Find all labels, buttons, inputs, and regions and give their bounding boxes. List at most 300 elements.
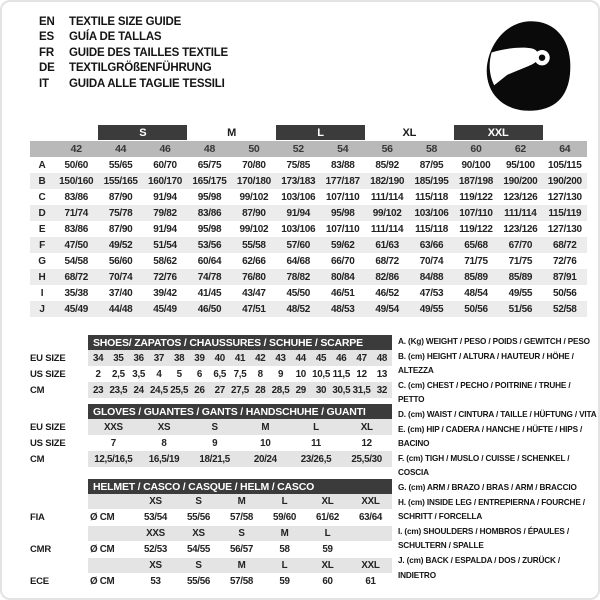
value-cell: 57/60 — [286, 239, 311, 251]
value-cell: 107/110 — [325, 223, 360, 235]
size-spacer-cell — [88, 494, 134, 509]
value-cell: 16,5/19 — [139, 451, 190, 467]
value-cell: 53/56 — [197, 239, 222, 251]
value-cell: 7 — [110, 437, 116, 449]
value-cell: 87/90 — [108, 223, 133, 235]
value-cell: 87/90 — [242, 207, 266, 219]
column-header: 58 — [425, 143, 438, 155]
value-cell: 11,5 — [332, 368, 350, 380]
value-cell: 6,5 — [213, 368, 227, 380]
value-cell: 42 — [250, 350, 270, 366]
value-cell: 52/53 — [143, 544, 168, 555]
value-cell: 95/98 — [197, 191, 222, 203]
value-cell: 59/62 — [330, 239, 355, 251]
value-cell: 62/66 — [242, 255, 266, 267]
value-cell: 84/88 — [419, 271, 444, 283]
legend-item: F. (cm) TIGH / MUSLO / CUISSE / SCHENKEL / COSCIA — [398, 453, 570, 478]
value-cell: 52/58 — [553, 303, 577, 315]
value-cell: 6 — [196, 368, 203, 380]
column-header: 52 — [292, 143, 304, 155]
value-cell: 79/82 — [153, 207, 177, 219]
value-cell: 177/187 — [325, 175, 360, 187]
row-label: US SIZE — [30, 437, 66, 449]
helmet-size-row — [30, 494, 392, 509]
value-cell: 103/106 — [414, 207, 449, 219]
value-cell: 27 — [210, 382, 230, 398]
language-row — [39, 30, 228, 45]
column-header-row — [30, 141, 587, 157]
language-code: IT — [39, 77, 49, 90]
value-cell: 48/54 — [464, 287, 488, 299]
size-spacer-cell — [88, 526, 134, 541]
column-header: 54 — [337, 143, 349, 155]
value-cell: 46/50 — [197, 303, 222, 315]
size-cell: M — [220, 558, 263, 573]
value-cell: 3,5 — [132, 368, 146, 380]
value-cell: 85/89 — [464, 271, 488, 283]
value-cell: 63/66 — [419, 239, 444, 251]
value-cell: 10 — [260, 437, 271, 449]
value-cell: 155/165 — [103, 175, 138, 187]
size-group-xl: XL — [402, 126, 417, 139]
value-cell: 107/110 — [325, 191, 360, 203]
helmet-table-title: HELMET / CASCO / CASQUE / HELM / CASCO — [88, 479, 392, 494]
value-cell: 65/75 — [197, 159, 222, 171]
value-cell: 34 — [88, 350, 108, 366]
gloves-table-body — [30, 419, 392, 467]
value-cell: 51/56 — [508, 303, 533, 315]
value-cell: 7,5 — [233, 368, 247, 380]
value-cell: 50/60 — [64, 159, 88, 171]
value-cell: 2 — [95, 368, 101, 380]
value-cell: 47/50 — [64, 239, 88, 251]
diameter-unit: Ø CM — [90, 512, 115, 523]
size-cell: S — [177, 558, 220, 573]
value-cell: 37 — [149, 350, 169, 366]
value-cell: 165/175 — [192, 175, 227, 187]
value-cell: 23/26,5 — [291, 451, 342, 467]
row-letter: H — [38, 271, 46, 283]
gloves-row — [30, 451, 392, 467]
value-cell: 39 — [189, 350, 209, 366]
value-cell: 64/68 — [286, 255, 311, 267]
value-cell: 20/24 — [240, 451, 291, 467]
value-cell: L — [291, 419, 342, 435]
value-cell: 44/48 — [108, 303, 133, 315]
table-row — [30, 285, 587, 301]
value-cell: 60 — [322, 576, 333, 587]
value-cell: 53 — [150, 576, 161, 587]
value-cell: 115/118 — [415, 223, 449, 235]
legend-item: E. (cm) HIP / CADERA / HANCHE / HÜFTE / HIPS / BACINO — [398, 424, 583, 449]
value-cell: 30,5 — [331, 382, 351, 398]
value-cell: 23,5 — [108, 382, 128, 398]
value-cell: 71/75 — [464, 255, 488, 267]
value-cell: 13 — [376, 368, 387, 380]
value-cell: 70/74 — [108, 271, 133, 283]
value-cell: 51/54 — [153, 239, 177, 251]
value-cell: 58/62 — [153, 255, 177, 267]
legend-item: D. (cm) WAIST / CINTURA / TAILLE / HÜFTUNG / VITA — [398, 409, 597, 419]
value-cell: 37/40 — [108, 287, 133, 299]
language-row — [39, 15, 228, 30]
value-cell: 111/114 — [370, 191, 404, 203]
value-cell: 45 — [311, 350, 331, 366]
size-cell: XXS — [134, 526, 177, 541]
value-cell: 150/160 — [59, 175, 94, 187]
language-row — [39, 77, 228, 92]
value-cell: 55/56 — [186, 576, 211, 587]
value-cell: 68/72 — [375, 255, 399, 267]
value-cell: 71/75 — [508, 255, 533, 267]
value-cell: 47 — [351, 350, 371, 366]
value-cell: 57/58 — [229, 576, 254, 587]
legend-item: H. (cm) INSIDE LEG / ENTREPIERNA / FOURCHE / SCHRITT / FORCELLA — [398, 497, 585, 522]
language-title: TEXTILGRÖßENFÜHRUNG — [69, 62, 212, 75]
value-cell: 61 — [365, 576, 376, 587]
value-cell: 63/64 — [358, 512, 383, 523]
size-cell: M — [220, 494, 263, 509]
row-label — [30, 526, 88, 541]
value-cell: 65/68 — [464, 239, 488, 251]
value-cell: 99/102 — [372, 207, 402, 219]
language-code: ES — [39, 31, 54, 44]
column-header: 46 — [159, 143, 171, 155]
value-cell: 111/114 — [504, 207, 537, 219]
value-cell: 46/51 — [330, 287, 355, 299]
value-cell: 2,5 — [112, 368, 125, 380]
value-cell: 41 — [230, 350, 250, 366]
shoes-table-body — [30, 350, 392, 398]
value-cell: 47/53 — [419, 287, 444, 299]
row-letter: I — [40, 287, 44, 299]
value-cell: 57/58 — [229, 512, 254, 523]
shoes-table — [30, 335, 392, 398]
value-cell: 66/70 — [330, 255, 355, 267]
value-cell: 35 — [108, 350, 128, 366]
value-cell: 58 — [279, 544, 290, 555]
column-header: 60 — [470, 143, 482, 155]
legend-item: J. (cm) BACK / ESPALDA / DOS / ZURÜCK / INDIETRO — [398, 555, 561, 580]
standard-label: FIA — [30, 512, 45, 523]
value-cell: 46 — [331, 350, 351, 366]
value-cell: 8 — [161, 437, 167, 449]
value-cell: 75/85 — [286, 159, 311, 171]
language-code: FR — [39, 46, 54, 59]
value-cell: 90/100 — [461, 159, 491, 171]
legend-item: G. (cm) ARM / BRAZO / BRAS / ARM / BRACCIO — [398, 482, 577, 492]
size-cell: S — [220, 526, 263, 541]
value-cell: 173/183 — [281, 175, 316, 187]
value-cell: 72/76 — [153, 271, 177, 283]
value-cell: 27,5 — [230, 382, 250, 398]
value-cell: 18/21,5 — [189, 451, 240, 467]
value-cell: 70/74 — [419, 255, 444, 267]
value-cell: 123/126 — [503, 223, 538, 235]
helmet-table-body — [30, 494, 392, 590]
language-title: GUIDE DES TAILLES TEXTILE — [69, 46, 228, 59]
table-row — [30, 189, 587, 205]
value-cell: 78/82 — [286, 271, 311, 283]
helmet-value-row — [30, 509, 392, 526]
value-cell: 45/50 — [286, 287, 311, 299]
value-cell: 28,5 — [270, 382, 290, 398]
row-letter: F — [39, 239, 45, 251]
value-cell: 25,5 — [169, 382, 189, 398]
value-cell: 123/126 — [503, 191, 538, 203]
row-letter: D — [38, 207, 46, 219]
value-cell: 61/62 — [315, 512, 340, 523]
table-row — [30, 237, 587, 253]
size-cell: XS — [134, 494, 177, 509]
value-cell: 55/65 — [108, 159, 133, 171]
value-cell: 45/49 — [64, 303, 88, 315]
size-spacer-cell — [88, 558, 134, 573]
language-row — [39, 46, 228, 61]
value-cell: 29 — [291, 382, 311, 398]
value-cell: 12,5/16,5 — [88, 451, 139, 467]
size-cell: S — [177, 494, 220, 509]
corner-cell — [30, 141, 54, 157]
value-cell: 53/54 — [143, 512, 168, 523]
gloves-table-title: GLOVES / GUANTES / GANTS / HANDSCHUHE / GUANTI — [88, 404, 392, 419]
value-cell: 83/86 — [64, 223, 88, 235]
value-cell: 115/119 — [548, 207, 582, 219]
language-list — [39, 15, 228, 92]
value-cell: 105/115 — [548, 159, 582, 171]
value-cell: 67/70 — [508, 239, 533, 251]
textile-size-table — [30, 125, 587, 317]
value-cell: 55/56 — [186, 512, 211, 523]
gloves-row — [30, 435, 392, 451]
value-cell: 182/190 — [370, 175, 405, 187]
legend-item: B. (cm) HEIGHT / ALTURA / HAUTEUR / HÖHE / ALTEZZA — [398, 351, 574, 376]
language-title: GUIDA ALLE TAGLIE TESSILI — [69, 77, 225, 90]
value-cell: 59/60 — [272, 512, 297, 523]
value-cell: 87/91 — [553, 271, 577, 283]
value-cell: 28 — [250, 382, 270, 398]
column-header: 62 — [514, 143, 526, 155]
value-cell: XS — [139, 419, 190, 435]
value-cell: 111/114 — [370, 223, 404, 235]
value-cell: 46/52 — [375, 287, 399, 299]
helmet-value-row — [30, 573, 392, 590]
size-group-m: M — [227, 126, 237, 139]
value-cell: 119/122 — [459, 223, 493, 235]
value-cell: 30 — [311, 382, 331, 398]
value-cell: 82/86 — [375, 271, 399, 283]
value-cell: 56/60 — [108, 255, 133, 267]
value-cell: 41/45 — [197, 287, 222, 299]
value-cell: 68/72 — [64, 271, 88, 283]
value-cell: 72/76 — [553, 255, 577, 267]
value-cell: XXS — [88, 419, 139, 435]
row-label: CM — [30, 453, 45, 465]
value-cell: 74/78 — [197, 271, 222, 283]
value-cell: 10,5 — [312, 368, 330, 380]
value-cell: S — [189, 419, 240, 435]
value-cell: 60/64 — [197, 255, 222, 267]
value-cell: 170/180 — [236, 175, 271, 187]
value-cell: 25,5/30 — [341, 451, 392, 467]
value-cell: 54/55 — [186, 544, 211, 555]
legend-item: C. (cm) CHEST / PECHO / POITRINE / TRUHE / PETTO — [398, 380, 571, 405]
value-cell: 99/102 — [239, 191, 269, 203]
value-cell: 49/55 — [508, 287, 533, 299]
value-cell: 59 — [279, 576, 290, 587]
value-cell: 76/80 — [242, 271, 266, 283]
size-cell: XL — [306, 558, 349, 573]
value-cell: 40 — [210, 350, 230, 366]
shoes-row — [30, 382, 392, 398]
value-cell: 39/42 — [153, 287, 177, 299]
value-cell: 4 — [156, 368, 162, 380]
column-header: 64 — [559, 143, 571, 155]
value-cell: 44 — [291, 350, 311, 366]
value-cell: 85/89 — [508, 271, 533, 283]
value-cell: 99/102 — [239, 223, 269, 235]
value-cell: 24 — [129, 382, 149, 398]
value-cell: 71/74 — [64, 207, 88, 219]
value-cell: 95/100 — [505, 159, 535, 171]
value-cell: 56/57 — [229, 544, 254, 555]
value-cell: 9 — [212, 437, 218, 449]
value-cell: 103/106 — [281, 191, 316, 203]
helmet-size-row — [30, 526, 392, 541]
value-cell: 85/92 — [375, 159, 399, 171]
value-cell: 75/78 — [108, 207, 133, 219]
value-cell: 10 — [295, 368, 306, 380]
value-cell: 103/106 — [281, 223, 316, 235]
gloves-table — [30, 404, 392, 467]
size-group-s: S — [98, 125, 187, 140]
value-cell: 83/86 — [197, 207, 222, 219]
value-cell: 95/98 — [197, 223, 222, 235]
table-row — [30, 269, 587, 285]
textile-table-body — [30, 157, 587, 317]
value-cell: 187/198 — [458, 175, 493, 187]
value-cell: 55/58 — [242, 239, 266, 251]
row-letter: J — [39, 303, 45, 315]
standard-label: ECE — [30, 576, 49, 587]
helmet-size-row — [30, 558, 392, 573]
value-cell: 160/170 — [148, 175, 183, 187]
language-row — [39, 61, 228, 76]
value-cell: 23 — [88, 382, 108, 398]
size-cell: L — [306, 526, 349, 541]
language-code: EN — [39, 16, 55, 28]
value-cell: XL — [341, 419, 392, 435]
row-label: EU SIZE — [30, 352, 66, 364]
diameter-unit: Ø CM — [90, 576, 115, 587]
value-cell: 61/63 — [375, 239, 399, 251]
row-letter: C — [38, 191, 46, 203]
row-label: US SIZE — [30, 368, 66, 380]
size-cell: XS — [177, 526, 220, 541]
value-cell: 59 — [322, 544, 333, 555]
legend-item: I. (cm) SHOULDERS / HOMBROS / ÉPAULES / SCHULTERN / SPALLE — [398, 526, 569, 551]
value-cell: 36 — [129, 350, 149, 366]
diameter-unit: Ø CM — [90, 544, 115, 555]
value-cell: 107/110 — [459, 207, 493, 219]
value-cell: 24,5 — [149, 382, 169, 398]
shoes-row — [30, 366, 392, 382]
value-cell: 83/86 — [64, 191, 88, 203]
value-cell: 9 — [277, 368, 284, 380]
value-cell: 83/88 — [330, 159, 355, 171]
standard-label: CMR — [30, 544, 52, 555]
row-label — [30, 494, 88, 509]
value-cell: 127/130 — [547, 191, 582, 203]
table-row — [30, 221, 587, 237]
value-cell: 5 — [176, 368, 182, 380]
table-row — [30, 157, 587, 173]
value-cell: 54/58 — [64, 255, 88, 267]
value-cell: 43 — [270, 350, 290, 366]
size-group-l: L — [276, 125, 365, 140]
value-cell: 48/52 — [286, 303, 311, 315]
value-cell: 35/38 — [64, 287, 88, 299]
value-cell: 91/94 — [153, 223, 177, 235]
value-cell: 50/56 — [553, 287, 577, 299]
value-cell — [349, 541, 392, 558]
size-cell: XS — [134, 558, 177, 573]
value-cell: 70/80 — [242, 159, 266, 171]
value-cell: 48/53 — [330, 303, 355, 315]
row-letter: G — [38, 255, 46, 267]
value-cell: 115/118 — [415, 191, 449, 203]
value-cell: 190/200 — [503, 175, 538, 187]
value-cell: 49/55 — [419, 303, 444, 315]
row-letter: E — [38, 223, 46, 235]
column-header: 42 — [70, 143, 82, 155]
size-header-row — [30, 125, 587, 140]
racing-helmet-icon — [476, 14, 580, 118]
gloves-row — [30, 419, 392, 435]
value-cell: 68/72 — [553, 239, 577, 251]
value-cell: 48 — [372, 350, 392, 366]
column-header: 56 — [381, 143, 393, 155]
table-row — [30, 253, 587, 269]
value-cell: 49/54 — [375, 303, 399, 315]
table-row — [30, 173, 587, 189]
size-cell: L — [263, 558, 306, 573]
size-cell: XL — [306, 494, 349, 509]
value-cell: 91/94 — [153, 191, 177, 203]
value-cell: 49/52 — [108, 239, 133, 251]
column-header: 48 — [203, 143, 215, 155]
row-letter: B — [38, 175, 46, 187]
size-cell: L — [263, 494, 306, 509]
value-cell: 26 — [189, 382, 209, 398]
value-cell: 91/94 — [286, 207, 311, 219]
value-cell: 45/49 — [153, 303, 177, 315]
value-cell: 12 — [361, 437, 372, 449]
value-cell: 60/70 — [153, 159, 177, 171]
value-cell: 32 — [372, 382, 392, 398]
value-cell: 95/98 — [330, 207, 355, 219]
value-cell: 38 — [169, 350, 189, 366]
row-letter: A — [38, 159, 46, 171]
row-label: CM — [30, 384, 45, 396]
helmet-value-row — [30, 541, 392, 558]
column-header: 50 — [248, 143, 260, 155]
value-cell: 185/195 — [414, 175, 449, 187]
value-cell: 11 — [311, 437, 321, 449]
language-code: DE — [39, 62, 55, 75]
size-cell: XXL — [349, 558, 392, 573]
row-label — [30, 558, 88, 573]
